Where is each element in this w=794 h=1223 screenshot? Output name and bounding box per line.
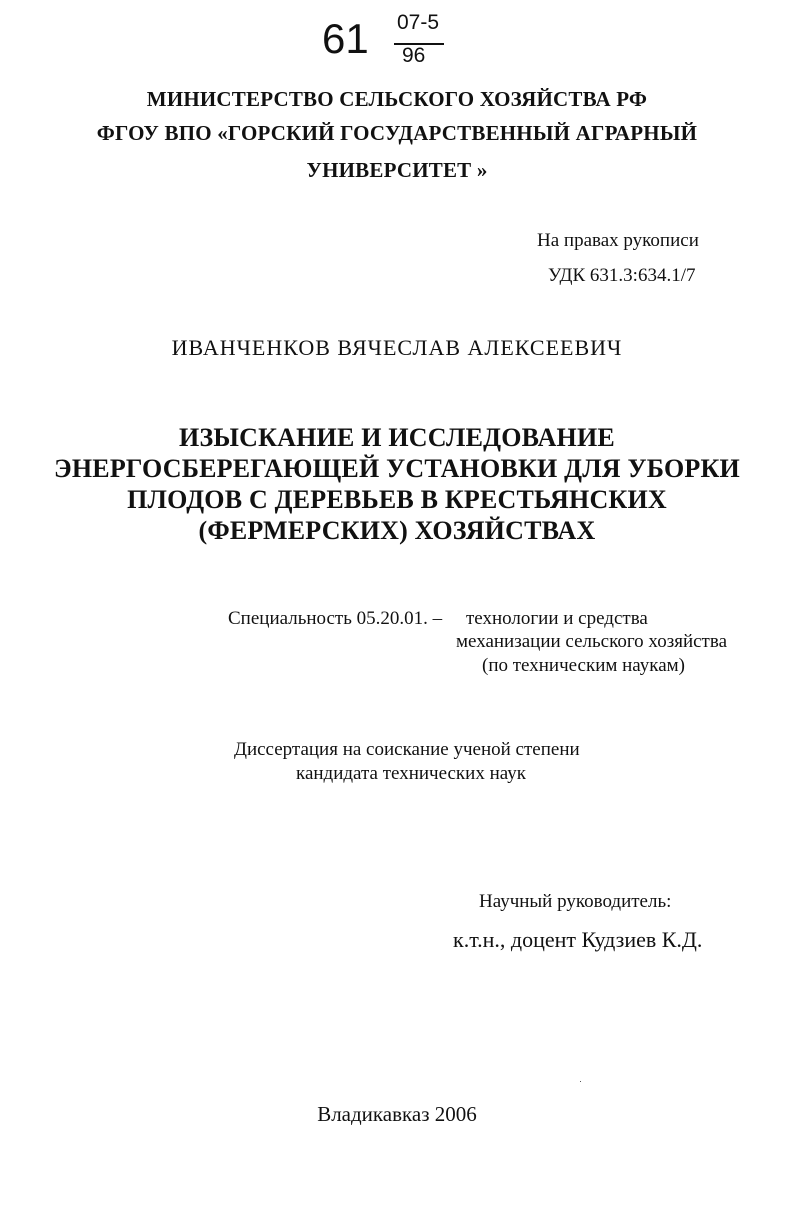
dissertation-title-line-3: ПЛОДОВ С ДЕРЕВЬЕВ В КРЕСТЬЯНСКИХ: [127, 485, 667, 514]
stamp-bottom-number: 96: [402, 44, 426, 67]
institution-heading-line-1: ФГОУ ВПО «ГОРСКИЙ ГОСУДАРСТВЕННЫЙ АГРАРНЫЙ: [96, 121, 698, 145]
specialty-line-3: (по техническим наукам): [482, 655, 685, 676]
city-year: Владикавказ 2006: [317, 1102, 477, 1126]
supervisor-name: к.т.н., доцент Кудзиев К.Д.: [453, 927, 703, 952]
archive-stamp: [322, 8, 452, 70]
specialty-line-1: технологии и средства: [466, 608, 648, 629]
author-name: ИВАНЧЕНКОВ ВЯЧЕСЛАВ АЛЕКСЕЕВИЧ: [171, 335, 623, 360]
manuscript-rights: На правах рукописи: [537, 230, 699, 251]
specialty-label: Специальность 05.20.01. –: [228, 608, 443, 629]
dissertation-purpose-line-2: кандидата технических наук: [296, 763, 526, 784]
dissertation-title-line-2: ЭНЕРГОСБЕРЕГАЮЩЕЙ УСТАНОВКИ ДЛЯ УБОРКИ: [54, 454, 740, 483]
stamp-main-number: 61: [322, 15, 369, 62]
ministry-heading: МИНИСТЕРСТВО СЕЛЬСКОГО ХОЗЯЙСТВА РФ: [146, 87, 648, 111]
institution-heading-line-2: УНИВЕРСИТЕТ »: [306, 158, 488, 182]
stamp-top-number: 07-5: [397, 11, 440, 34]
supervisor-label: Научный руководитель:: [479, 891, 672, 912]
dissertation-title-line-4: (ФЕРМЕРСКИХ) ХОЗЯЙСТВАХ: [198, 516, 596, 545]
dissertation-purpose-line-1: Диссертация на соискание ученой степени: [234, 739, 580, 760]
udc-code: УДК 631.3:634.1/7: [548, 265, 696, 286]
scan-speck: [580, 1081, 581, 1082]
dissertation-title-line-1: ИЗЫСКАНИЕ И ИССЛЕДОВАНИЕ: [179, 423, 615, 452]
specialty-line-2: механизации сельского хозяйства: [456, 631, 728, 652]
